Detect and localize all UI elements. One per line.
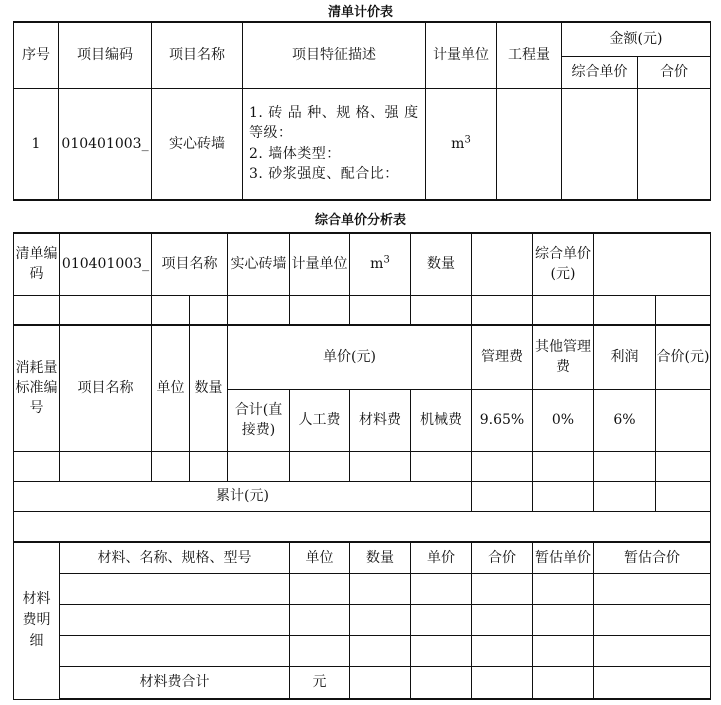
row-features xyxy=(243,88,426,200)
row-seq: 1 xyxy=(14,88,59,200)
unit-price-header: 单价(元) xyxy=(228,325,472,389)
blank-cell xyxy=(594,666,711,699)
blank-cell xyxy=(472,451,533,481)
labor-header: 人工费 xyxy=(290,389,350,451)
blank-cell xyxy=(14,451,60,481)
blank-cell xyxy=(350,451,411,481)
blank-cell xyxy=(594,451,656,481)
material-section-label xyxy=(14,542,60,699)
total-header: 合价(元) xyxy=(656,325,711,389)
mgmt-fee-header: 管理费 xyxy=(472,325,533,389)
bill-pricing-table xyxy=(13,21,711,201)
blank-cell xyxy=(350,635,411,666)
table1-title: 清单计价表 xyxy=(327,5,393,20)
blank-cell xyxy=(350,666,411,699)
blank-cell xyxy=(290,573,350,604)
name-value: 实心砖墙 xyxy=(228,233,290,295)
header-amount: 金额(元) xyxy=(562,22,711,56)
blank-cell xyxy=(472,295,533,325)
mat-qty-header: 数量 xyxy=(350,542,411,573)
row-quantity xyxy=(497,88,562,200)
est-price-header: 暂估单价 xyxy=(533,542,594,573)
qty-header: 数量 xyxy=(190,325,228,451)
blank-cell xyxy=(533,451,594,481)
unit-header: 单位 xyxy=(152,325,190,451)
blank-cell xyxy=(656,389,711,451)
blank-cell xyxy=(228,295,290,325)
profit-rate: 6% xyxy=(594,389,656,451)
blank-cell xyxy=(411,666,472,699)
blank-cell xyxy=(472,481,533,511)
header-quantity: 工程量 xyxy=(497,22,562,88)
row-name: 实心砖墙 xyxy=(152,88,243,200)
blank-cell xyxy=(60,295,152,325)
blank-cell xyxy=(152,451,190,481)
unit-price-label: 综合单价(元) xyxy=(533,233,594,295)
machine-header: 机械费 xyxy=(411,389,472,451)
material-header: 材料费 xyxy=(350,389,411,451)
material-subtotal-label: 材料费合计 xyxy=(60,666,290,699)
blank-cell xyxy=(411,604,472,635)
material-subtotal-unit: 元 xyxy=(290,666,350,699)
blank-cell xyxy=(60,635,290,666)
blank-cell xyxy=(190,295,228,325)
header-unit: 计量单位 xyxy=(426,22,497,88)
unit-price-value xyxy=(594,233,711,295)
blank-cell xyxy=(60,604,290,635)
blank-cell xyxy=(533,295,594,325)
profit-header: 利润 xyxy=(594,325,656,389)
other-mgmt-header: 其他管理费 xyxy=(533,325,594,389)
header-total: 合价 xyxy=(638,56,711,88)
blank-cell xyxy=(411,635,472,666)
header-unit-price: 综合单价 xyxy=(562,56,638,88)
unit-sup: 3 xyxy=(383,254,390,266)
row-unit-price xyxy=(562,88,638,200)
header-seq: 序号 xyxy=(14,22,59,88)
other-mgmt-rate: 0% xyxy=(533,389,594,451)
unit-base: m xyxy=(451,135,465,152)
header-name: 项目名称 xyxy=(152,22,243,88)
unit-price-analysis-table xyxy=(13,232,711,700)
code-value: 010401003_ xyxy=(60,233,152,295)
blank-cell xyxy=(228,451,290,481)
blank-cell xyxy=(290,604,350,635)
feature-line: 2. 墙体类型： xyxy=(249,145,341,162)
row-code: 010401003_ xyxy=(59,88,152,200)
header-features: 项目特征描述 xyxy=(243,22,426,88)
mat-total-header: 合价 xyxy=(472,542,533,573)
blank-cell xyxy=(350,604,411,635)
direct-cost-header: 合计(直接费) xyxy=(228,389,290,451)
item-name-header: 项目名称 xyxy=(60,325,152,451)
row-unit xyxy=(426,88,497,200)
blank-cell xyxy=(656,451,711,481)
mgmt-rate: 9.65% xyxy=(472,389,533,451)
unit-sup: 3 xyxy=(464,133,471,145)
qty-value xyxy=(472,233,533,295)
blank-cell xyxy=(533,481,594,511)
est-total-header: 暂估合价 xyxy=(594,542,711,573)
mat-price-header: 单价 xyxy=(411,542,472,573)
blank-cell xyxy=(290,635,350,666)
blank-cell xyxy=(411,573,472,604)
blank-cell xyxy=(594,573,711,604)
feature-line: 等级： xyxy=(249,125,293,142)
blank-cell xyxy=(533,635,594,666)
unit-label: 计量单位 xyxy=(290,233,350,295)
cumulative-label: 累计(元) xyxy=(14,481,472,511)
blank-cell xyxy=(472,635,533,666)
mat-unit-header: 单位 xyxy=(290,542,350,573)
qty-label: 数量 xyxy=(411,233,472,295)
table2-title: 综合单价分析表 xyxy=(314,213,406,228)
quota-no-header: 消耗量标准编号 xyxy=(14,325,60,451)
blank-cell xyxy=(594,604,711,635)
blank-cell xyxy=(290,451,350,481)
blank-cell xyxy=(411,295,472,325)
code-label: 清单编码 xyxy=(14,233,60,295)
blank-cell xyxy=(594,635,711,666)
blank-cell xyxy=(656,481,711,511)
unit-value xyxy=(350,233,411,295)
blank-cell xyxy=(411,451,472,481)
feature-line: 1. 砖 品 种、规 格、强 度 xyxy=(249,105,419,122)
blank-row xyxy=(14,511,711,542)
blank-cell xyxy=(60,451,152,481)
blank-cell xyxy=(152,295,190,325)
header-code: 项目编码 xyxy=(59,22,152,88)
spec-header: 材料、名称、规格、型号 xyxy=(60,542,290,573)
blank-cell xyxy=(656,295,711,325)
feature-line: 3. 砂浆强度、配合比： xyxy=(249,166,399,183)
blank-cell xyxy=(594,295,656,325)
blank-cell xyxy=(472,666,533,699)
row-total xyxy=(638,88,711,200)
material-section-text: 材料费明细 xyxy=(22,591,51,650)
blank-cell xyxy=(533,604,594,635)
blank-cell xyxy=(533,573,594,604)
blank-cell xyxy=(14,295,60,325)
blank-cell xyxy=(190,451,228,481)
name-label: 项目名称 xyxy=(152,233,228,295)
blank-cell xyxy=(472,604,533,635)
unit-base: m xyxy=(370,256,384,273)
blank-cell xyxy=(350,295,411,325)
blank-cell xyxy=(350,573,411,604)
blank-cell xyxy=(290,295,350,325)
blank-cell xyxy=(594,481,656,511)
blank-cell xyxy=(60,573,290,604)
blank-cell xyxy=(533,666,594,699)
blank-cell xyxy=(472,573,533,604)
